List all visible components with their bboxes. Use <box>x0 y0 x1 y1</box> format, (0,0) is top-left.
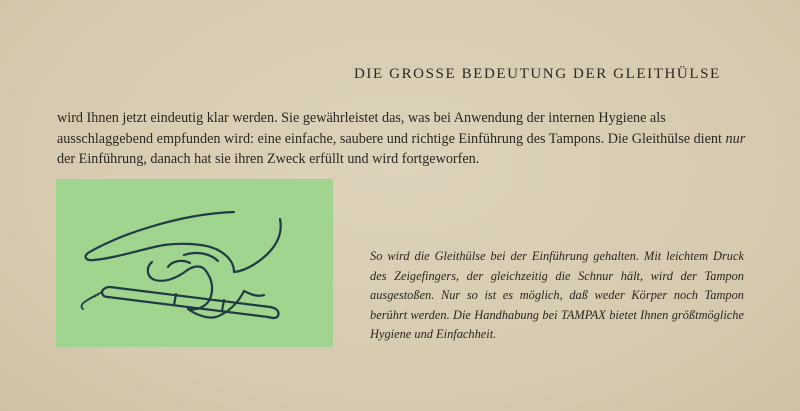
paragraph-emphasis: nur <box>725 130 746 147</box>
illustration-caption: So wird die Gleithülse bei der Einführung gehalten. Mit leichtem Druck des Zeigefingers, der gleichzeitig die Schnur hält, wird der Tampon ausgestoßen. Nur so ist es möglich, daß weder Körper noch Tampon berührt werden. Die Handhabung bei TAMPAX bietet Ihnen größtmögliche Hygiene und Einfachheit. <box>370 249 744 342</box>
paragraph-text-start: wird Ihnen jetzt eindeutig klar werden. Sie gewährleistet das, was bei Anwendung der internen Hygiene als ausschlaggebend empfunden wird: eine einfache, saubere und richtige Einführung des Tampons. Die Gleithülse dient <box>57 110 726 147</box>
body-paragraph <box>57 108 747 170</box>
hand-illustration <box>56 179 333 347</box>
hand-holding-applicator-drawing <box>56 179 333 347</box>
paragraph-text-end: der Einführung, danach hat sie ihren Zweck erfüllt und wird fortgeworfen. <box>57 151 480 167</box>
page-heading: DIE GROSSE BEDEUTUNG DER GLEITHÜLSE <box>354 66 721 82</box>
